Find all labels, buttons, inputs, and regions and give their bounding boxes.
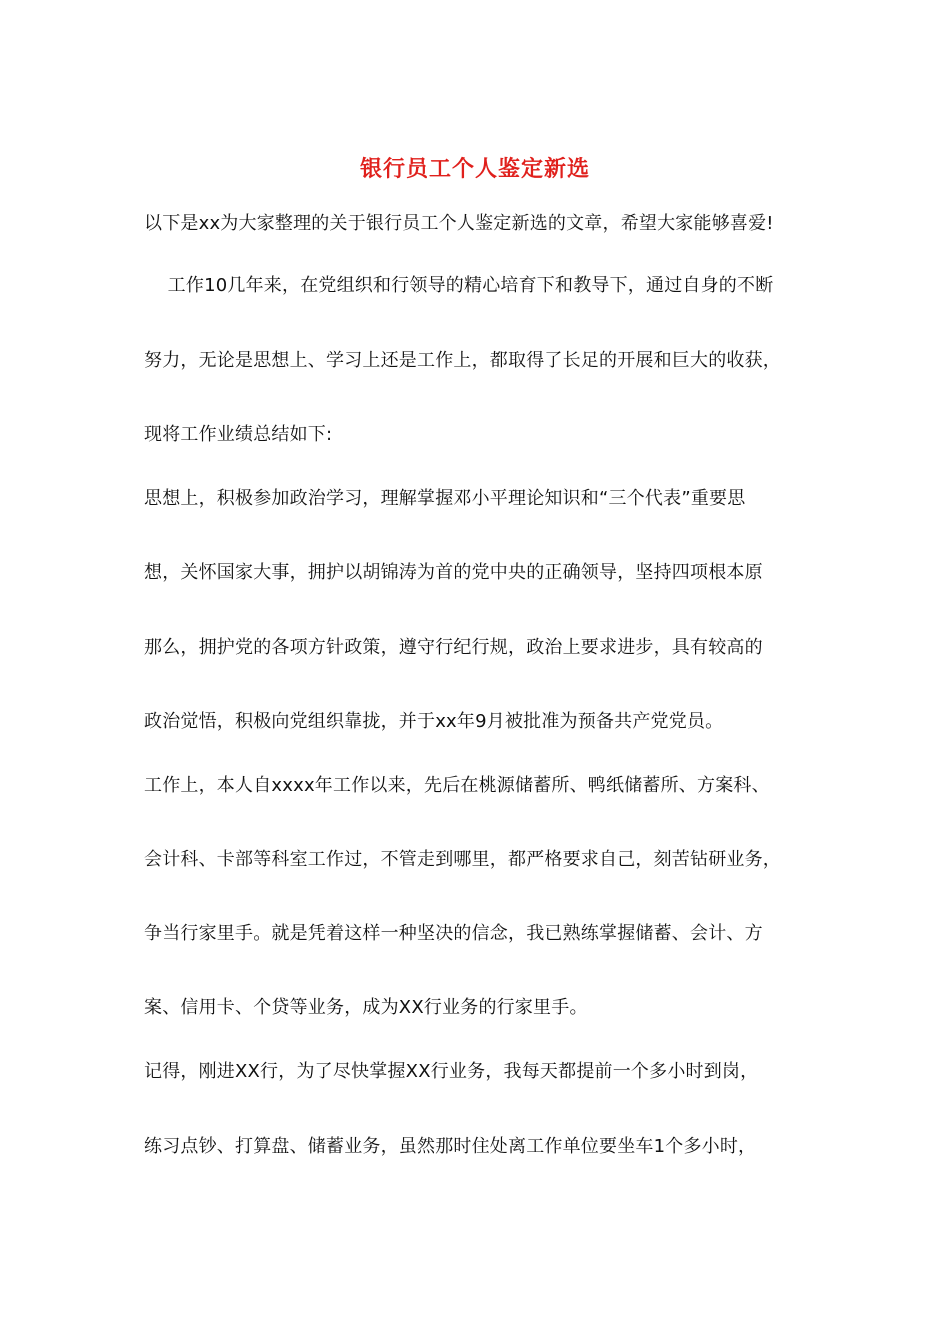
intro-line: 以下是xx为大家整理的关于银行员工个人鉴定新选的文章，希望大家能够喜爱! [144, 213, 774, 234]
body-line: 想，关怀国家大事，拥护以胡锦涛为首的党中央的正确领导，坚持四项根本原 [144, 562, 763, 583]
body-line: 练习点钞、打算盘、储蓄业务，虽然那时住处离工作单位要坐车1个多小时， [144, 1136, 757, 1157]
body-line: 工作10几年来，在党组织和行领导的精心培育下和教导下，通过自身的不断 [144, 275, 774, 296]
body-line: 思想上，积极参加政治学习，理解掌握邓小平理论知识和“三个代表”重要思 [144, 488, 746, 509]
body-line: 会计科、卡部等科室工作过，不管走到哪里，都严格要求自己，刻苦钻研业务， [144, 849, 781, 870]
body-line: 工作上，本人自xxxx年工作以来，先后在桃源储蓄所、鸭纸储蓄所、方案科、 [144, 775, 770, 796]
body-line: 案、信用卡、个贷等业务，成为XX行业务的行家里手。 [144, 997, 588, 1018]
body-line: 政治觉悟，积极向党组织靠拢，并于xx年9月被批准为预备共产党党员。 [144, 711, 724, 732]
body-line: 争当行家里手。就是凭着这样一种坚决的信念，我已熟练掌握储蓄、会计、方 [144, 923, 763, 944]
body-line: 现将工作业绩总结如下: [144, 424, 333, 445]
body-line: 那么，拥护党的各项方针政策，遵守行纪行规，政治上要求进步，具有较高的 [144, 637, 763, 658]
body-line: 记得，刚进XX行，为了尽快掌握XX行业务，我每天都提前一个多小时到岗， [144, 1061, 759, 1082]
document-title: 银行员工个人鉴定新选 [359, 157, 590, 182]
body-line: 努力，无论是思想上、学习上还是工作上，都取得了长足的开展和巨大的收获， [144, 350, 781, 371]
